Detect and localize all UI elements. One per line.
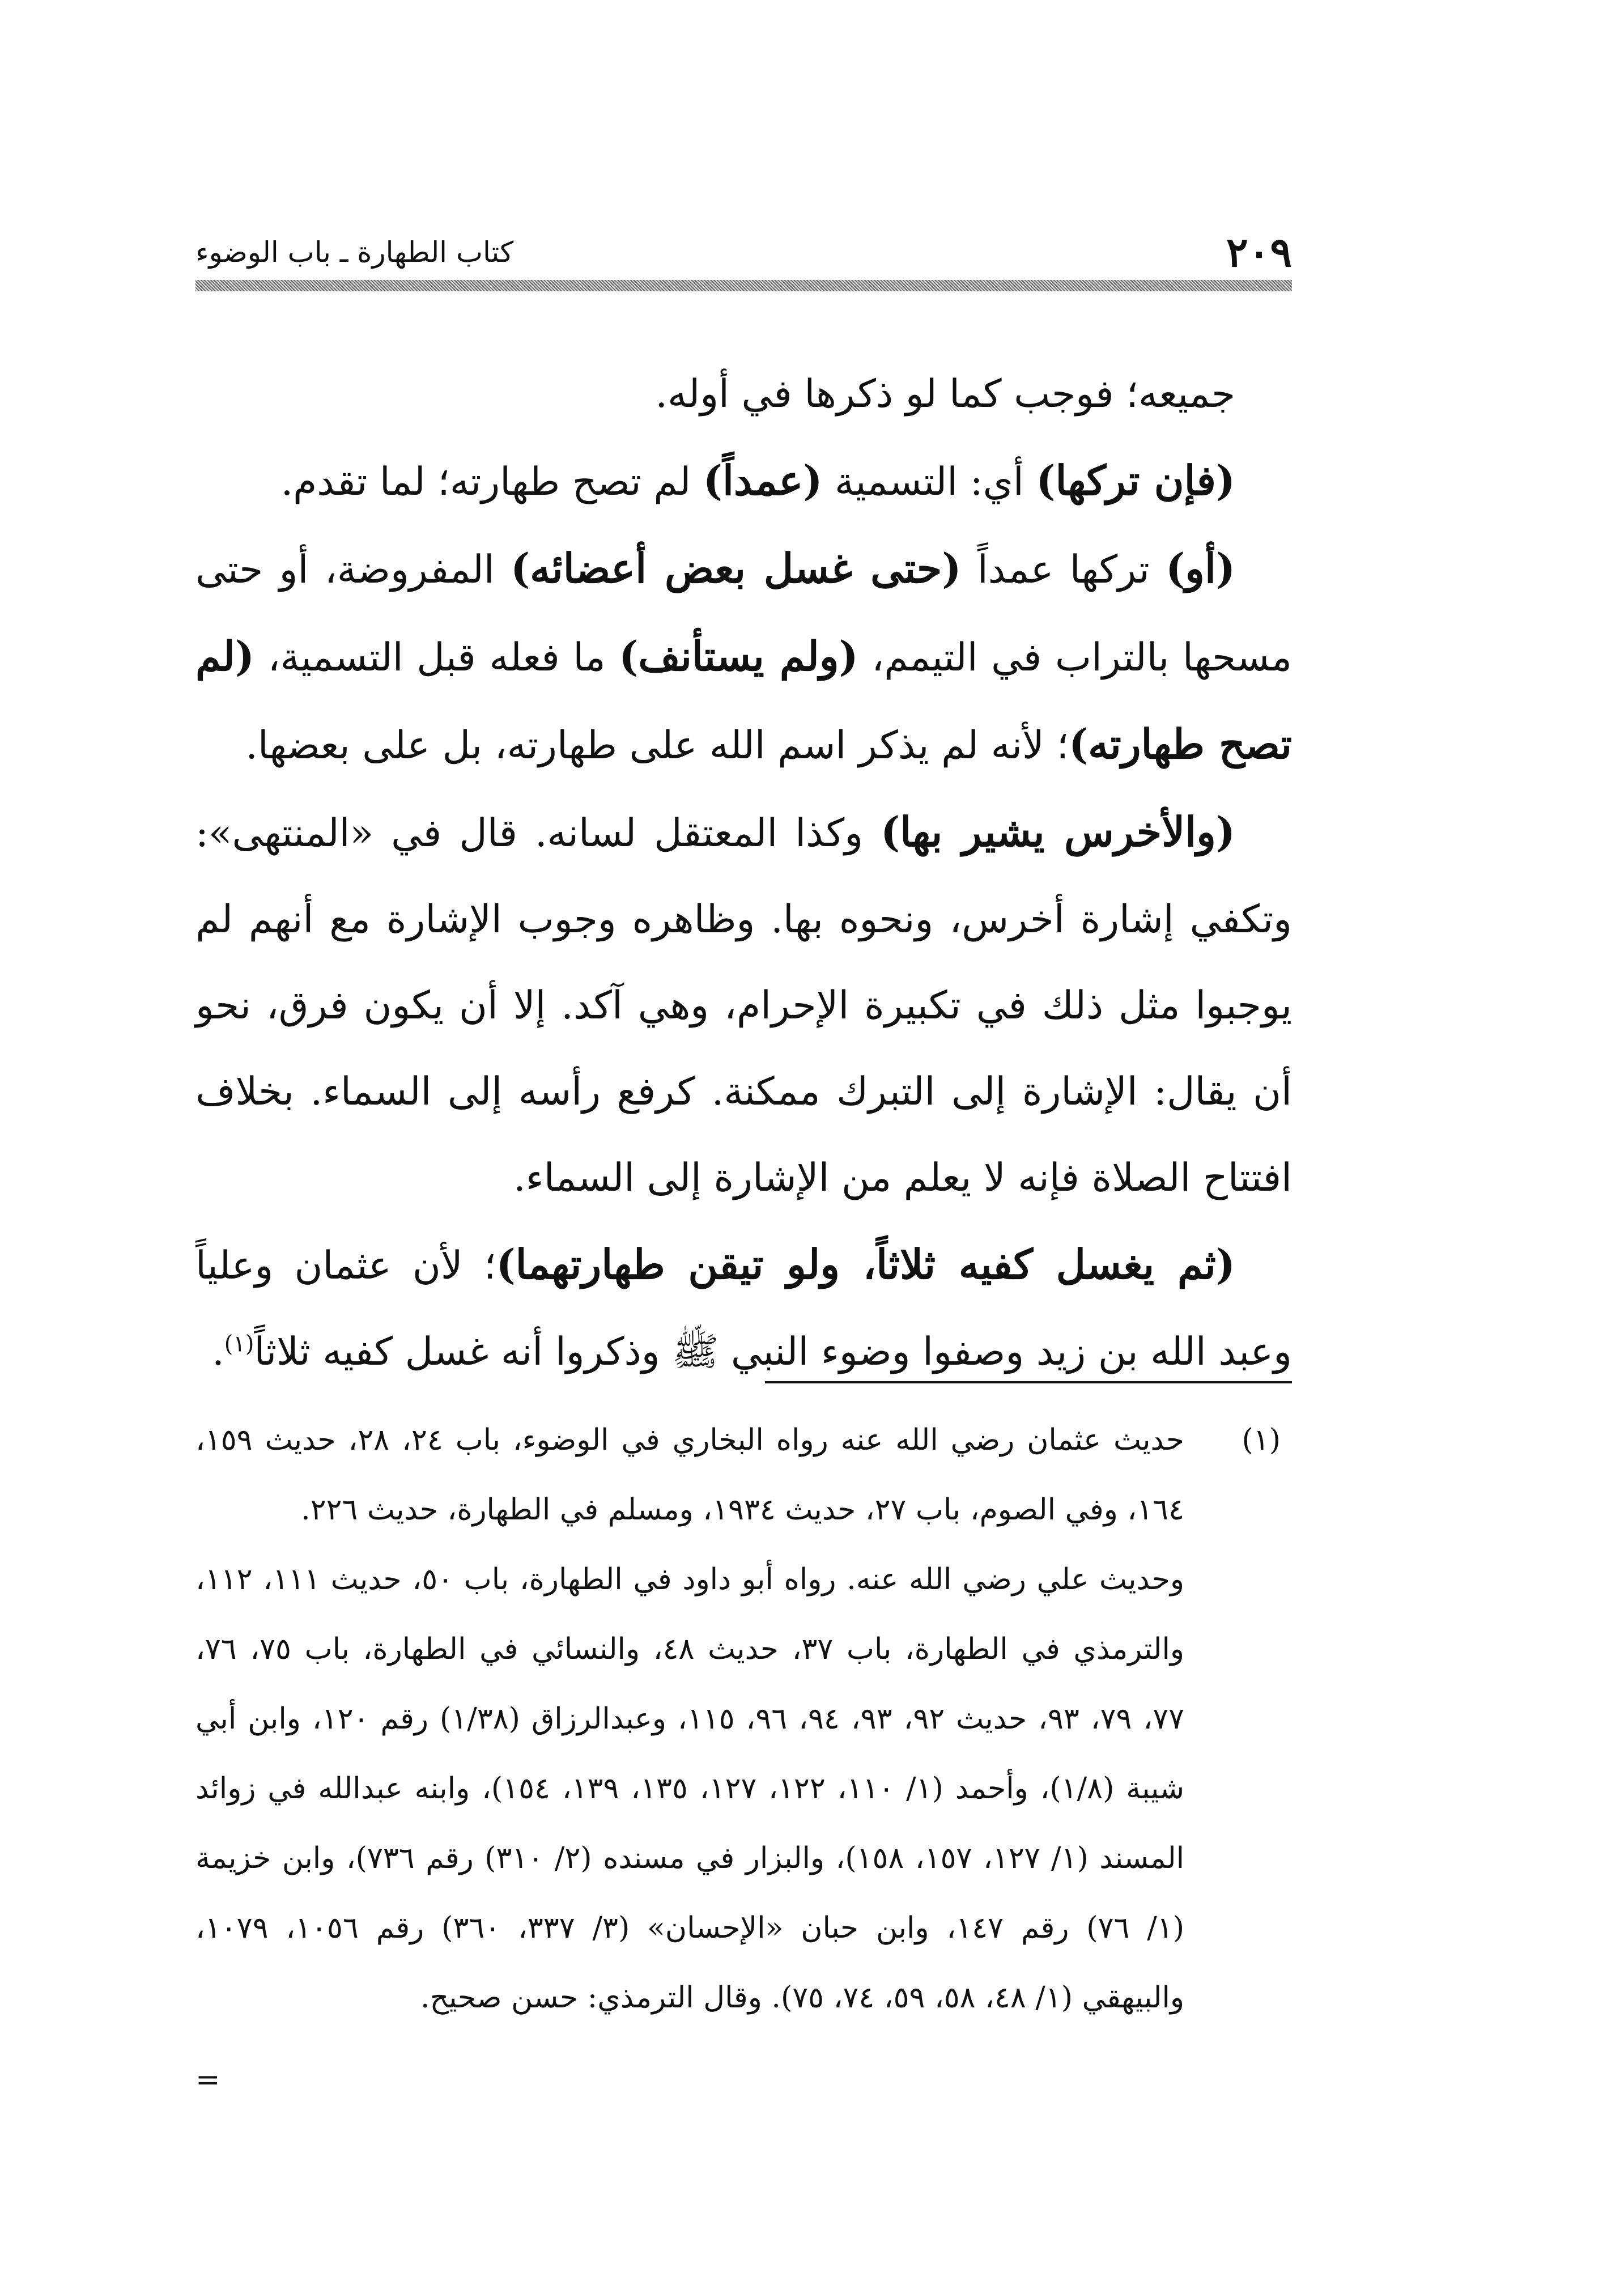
sharh-text: تركها عمداً bbox=[961, 547, 1166, 592]
header-rule bbox=[195, 280, 1292, 291]
sharh-text: وكذا المعتقل لسانه. قال في «المنتهى»: وتكفي إشارة أخرس، ونحوه بها. وظاهره وجوب الإشارة مع أنهم لم يوجبوا مثل ذلك في تكبيرة الإحرام، وهي آكد. إلا أن يكون فرق، نحو أن يقال: الإشارة إلى التبرك ممكنة. كرفع رأسه إلى السماء. بخلاف افتتاح الصلاة فإنه لا يعلم من الإشارة إلى السماء. bbox=[195, 811, 1292, 1200]
matn-text: (ثم يغسل كفيه ثلاثاً، ولو تيقن طهارتهما) bbox=[496, 1240, 1236, 1288]
continuation-mark: = bbox=[195, 2063, 220, 2097]
footnotes-section bbox=[195, 1405, 1292, 2033]
paragraph-p2 bbox=[195, 438, 1292, 525]
paragraph-p1 bbox=[195, 351, 1292, 438]
sharh-text: المفروضة، أو حتى مسحها بالتراب في التيمم، bbox=[195, 547, 1292, 680]
matn-text: (حتى غسل بعض أعضائه) bbox=[511, 544, 962, 592]
sharh-text: ؛ لأنه لم يذكر اسم الله على طهارته، بل على بعضها. bbox=[245, 723, 1069, 768]
running-header bbox=[195, 224, 1292, 275]
footnote-text: حديث عثمان رضي الله عنه رواه البخاري في الوضوء، باب ٢٤، ٢٨، حديث ١٥٩، ١٦٤، وفي الصوم، باب ٢٧، حديث ١٩٣٤، ومسلم في الطهارة، حديث ٢٢٦. bbox=[195, 1423, 1184, 1527]
footnote-separator bbox=[765, 1381, 1292, 1383]
footnote-1 bbox=[195, 1405, 1292, 1545]
matn-text: (والأخرس يشير بها) bbox=[881, 808, 1235, 856]
book-page bbox=[195, 0, 1292, 2293]
footnote-2 bbox=[195, 1545, 1292, 2033]
paragraph-p4 bbox=[195, 789, 1292, 1221]
matn-text: (لم تصح طهارته) bbox=[195, 632, 1292, 768]
matn-text: (عمداً) bbox=[703, 456, 823, 504]
paragraph-p5 bbox=[195, 1221, 1292, 1395]
sharh-text: لم تصح طهارته؛ لما تقدم. bbox=[280, 460, 703, 504]
sharh-text: . bbox=[212, 1330, 224, 1374]
sharh-text: ؛ لأن عثمان وعلياً وعبد الله بن زيد وصفوا وضوء النبي ﷺ وذكروا أنه غسل كفيه ثلاثاً bbox=[195, 1243, 1292, 1374]
sharh-text: أي: التسمية bbox=[822, 460, 1036, 504]
main-text bbox=[195, 351, 1292, 1395]
matn-text: (فإن تركها) bbox=[1036, 456, 1235, 504]
sharh-text: جميعه؛ فوجب كما لو ذكرها في أوله. bbox=[655, 372, 1235, 417]
footnote-marker: (١) bbox=[1242, 1423, 1281, 1457]
footnote-ref: (١) bbox=[224, 1331, 254, 1357]
footnote-text: وحديث علي رضي الله عنه. رواه أبو داود في الطهارة، باب ٥٠، حديث ١١١، ١١٢، والترمذي في الطهارة، باب ٣٧، حديث ٤٨، والنسائي في الطهارة، باب ٧٥، ٧٦، ٧٧، ٧٩، ٩٣، حديث ٩٢، ٩٣، ٩٤، ٩٦، ١١٥، وعبدالرزاق (١/٣٨) رقم ١٢٠، وابن أبي شيبة (١/٨)، وأحمد (١/ ١١٠، ١٢٢، ١٢٧، ١٣٥، ١٣٩، ١٥٤)، وابنه عبدالله في زوائد المسند (١/ ١٢٧، ١٥٧، ١٥٨)، والبزار في مسنده (٢/ ٣١٠) رقم ٧٣٦)، وابن خزيمة (١/ ٧٦) رقم ١٤٧، وابن حبان «الإحسان» (٣/ ٣٣٧، ٣٦٠) رقم ١٠٥٦، ١٠٧٩، والبيهقي (١/ ٤٨، ٥٨، ٥٩، ٧٤، ٧٥). وقال الترمذي: حسن صحيح. bbox=[195, 1562, 1185, 2015]
page-number: ٢٠٩ bbox=[1226, 228, 1292, 276]
header-title: كتاب الطهارة ـ باب الوضوء bbox=[195, 236, 514, 269]
paragraph-p3 bbox=[195, 525, 1292, 789]
matn-text: (ولم يستأنف) bbox=[619, 632, 858, 680]
sharh-text: ما فعله قبل التسمية، bbox=[254, 635, 619, 680]
matn-text: (أو) bbox=[1166, 544, 1236, 592]
